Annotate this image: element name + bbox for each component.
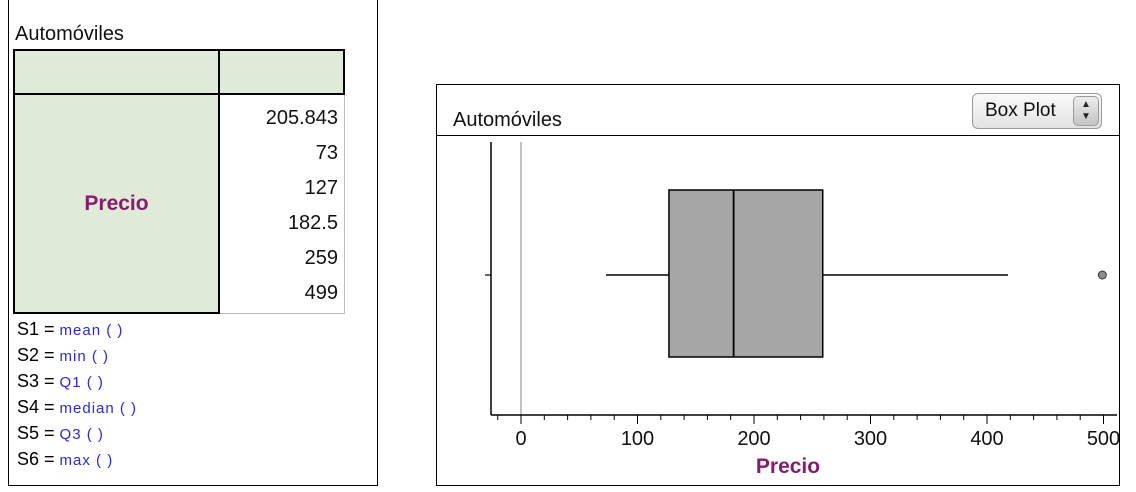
summary-value: 73 <box>315 142 338 164</box>
plot-title: Automóviles <box>453 109 562 131</box>
x-tick-label: 100 <box>620 428 655 450</box>
plot-type-label: Box Plot <box>985 100 1056 121</box>
table-header-cell[interactable] <box>13 49 220 95</box>
formula-row[interactable] <box>17 397 137 418</box>
x-tick-label: 300 <box>853 428 888 450</box>
table-title: Automóviles <box>15 23 124 45</box>
formula-row[interactable] <box>17 449 113 470</box>
formula-row[interactable] <box>17 345 109 366</box>
formula-row[interactable] <box>17 319 123 340</box>
formula-name: S4 = <box>17 397 60 417</box>
x-tick-label: 200 <box>737 428 771 450</box>
summary-value: 259 <box>304 247 338 269</box>
attribute-label: Precio <box>84 191 149 215</box>
iqr-box <box>669 190 823 357</box>
formula-function: Q3 ( ) <box>59 426 104 443</box>
x-tick-label: 500 <box>1086 428 1121 450</box>
values-column <box>220 95 345 314</box>
summary-value: 127 <box>304 177 338 199</box>
x-tick-label: 400 <box>970 428 1004 450</box>
box-plot-panel <box>436 84 1120 486</box>
formula-row[interactable] <box>17 423 104 444</box>
summary-value: 205.843 <box>265 107 338 129</box>
x-axis-label: Precio <box>755 455 821 478</box>
formula-name: S1 = <box>17 319 60 339</box>
formula-name: S3 = <box>17 371 60 391</box>
attribute-cell[interactable] <box>13 95 220 314</box>
formula-function: median ( ) <box>59 400 138 417</box>
formula-function: min ( ) <box>59 348 110 365</box>
spinner-arrows-icon[interactable]: ▲ ▼ <box>1073 96 1099 126</box>
outlier-point <box>1098 271 1106 279</box>
summary-value: 182.5 <box>287 212 338 234</box>
summary-table-panel <box>8 0 378 486</box>
formula-function: max ( ) <box>59 452 114 469</box>
x-tick-label: 0 <box>515 428 527 450</box>
formula-name: S2 = <box>17 345 60 365</box>
formula-row[interactable] <box>17 371 104 392</box>
formula-name: S6 = <box>17 449 60 469</box>
formula-function: Q1 ( ) <box>59 374 104 391</box>
table-header-cell[interactable] <box>220 49 345 95</box>
box-plot-chart <box>437 85 1121 487</box>
formula-function: mean ( ) <box>59 322 124 339</box>
summary-value: 499 <box>304 282 338 304</box>
formula-name: S5 = <box>17 423 60 443</box>
